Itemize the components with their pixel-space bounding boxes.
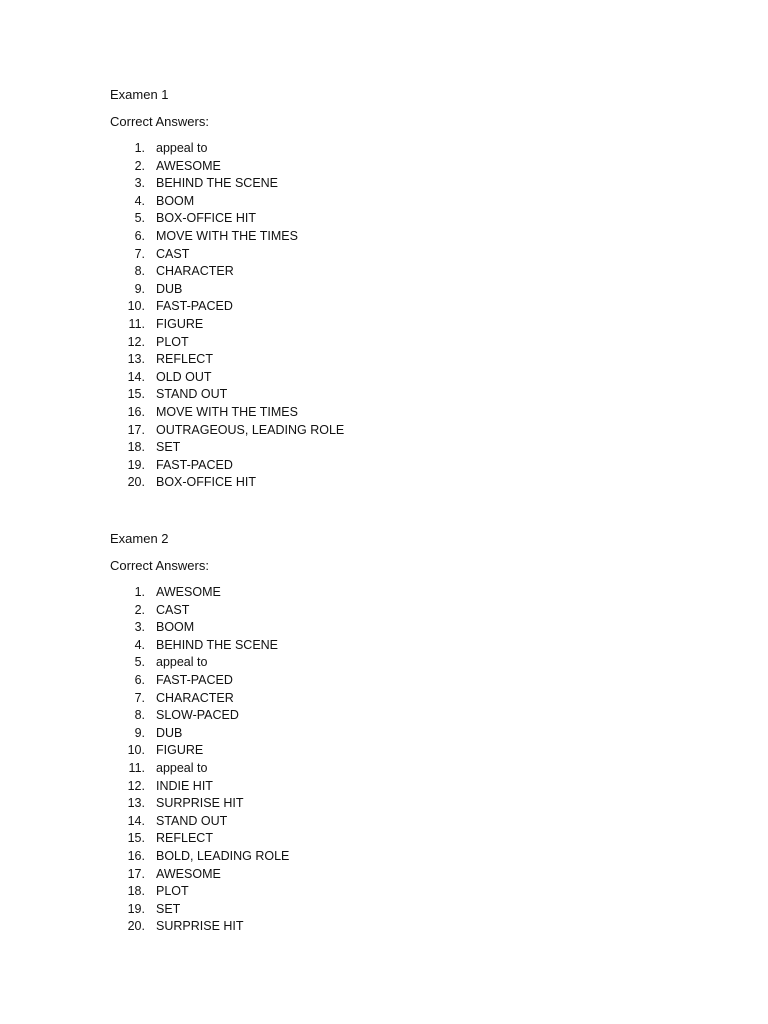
list-item-text: appeal to [156,141,208,155]
list-item-text: STAND OUT [156,387,228,402]
correct-answers-label: Correct Answers: [110,558,209,573]
list-item-text: BOOM [156,620,195,635]
list-item-number: 8. [134,708,145,723]
list-item [110,830,670,848]
list-item-number: 19. [127,457,145,472]
list-item-number: 15. [127,387,145,402]
list-item-text: PLOT [156,884,189,899]
list-item-text: SLOW-PACED [156,708,239,723]
list-item [110,901,670,919]
list-item-text: BOLD, LEADING ROLE [156,848,290,863]
list-item-text: FIGURE [156,743,204,758]
list-item [110,602,670,620]
list-item-number: 2. [134,158,145,173]
list-item [110,584,670,602]
list-item-text: STAND OUT [156,813,228,828]
list-item-text: DUB [156,281,183,296]
list-item [110,351,670,369]
list-item-text: FAST-PACED [156,457,233,472]
exam-title: Examen 1 [110,87,169,102]
list-item [110,193,670,211]
list-item-text: AWESOME [156,585,221,599]
list-item [110,175,670,193]
list-item [110,795,670,813]
list-item-text: CAST [156,246,190,261]
list-item-number: 19. [127,901,145,916]
list-item [110,422,670,440]
list-item [110,778,670,796]
list-item-text: SURPRISE HIT [156,796,244,811]
list-item-number: 12. [127,778,145,793]
list-item-text: FAST-PACED [156,299,233,314]
list-item [110,474,670,492]
list-item-number: 10. [127,743,145,758]
list-item-text: OLD OUT [156,369,212,384]
list-item-number: 9. [134,281,145,296]
list-item [110,918,670,936]
list-item-text: REFLECT [156,831,213,846]
list-item-text: SET [156,440,181,455]
list-item [110,883,670,901]
correct-answers-label: Correct Answers: [110,114,209,129]
list-item-number: 10. [127,299,145,314]
list-item-number: 1. [134,141,145,155]
list-item-number: 16. [127,848,145,863]
list-item-number: 7. [134,690,145,705]
list-item-text: CAST [156,602,190,617]
list-item-number: 14. [127,369,145,384]
list-item-number: 8. [134,264,145,279]
list-item-number: 15. [127,831,145,846]
list-item [110,690,670,708]
list-item [110,848,670,866]
list-item-text: AWESOME [156,158,221,173]
list-item-number: 4. [134,193,145,208]
list-item-text: OUTRAGEOUS, LEADING ROLE [156,422,345,437]
list-item [110,263,670,281]
list-item [110,707,670,725]
list-item [110,813,670,831]
list-item-number: 17. [127,422,145,437]
list-item-number: 5. [134,211,145,226]
list-item-text: appeal to [156,760,208,775]
list-item [110,140,670,158]
exam-title: Examen 2 [110,531,169,546]
list-item [110,725,670,743]
list-item [110,742,670,760]
list-item-number: 6. [134,228,145,243]
list-item [110,228,670,246]
list-item-text: PLOT [156,334,189,349]
list-item [110,281,670,299]
list-item-number: 7. [134,246,145,261]
list-item-number: 16. [127,404,145,419]
list-item-number: 18. [127,884,145,899]
list-item-number: 17. [127,866,145,881]
list-item [110,158,670,176]
list-item [110,760,670,778]
answer-list [110,584,670,936]
list-item-text: BEHIND THE SCENE [156,637,279,652]
list-item-text: INDIE HIT [156,778,213,793]
list-item [110,654,670,672]
list-item [110,246,670,264]
list-item-number: 12. [127,334,145,349]
list-item-number: 9. [134,725,145,740]
list-item-text: FIGURE [156,316,204,331]
list-item [110,386,670,404]
list-item-number: 20. [127,919,145,934]
list-item [110,210,670,228]
list-item [110,369,670,387]
list-item-number: 11. [128,760,145,775]
list-item-text: BEHIND THE SCENE [156,176,279,191]
list-item [110,404,670,422]
list-item-text: SET [156,901,181,916]
list-item-number: 13. [127,796,145,811]
list-item [110,672,670,690]
list-item-text: DUB [156,725,183,740]
list-item-number: 14. [127,813,145,828]
list-item [110,457,670,475]
list-item [110,316,670,334]
list-item-text: BOOM [156,193,195,208]
exam-section-1 [110,86,670,492]
list-item [110,439,670,457]
list-item-number: 1. [134,585,145,599]
list-item-text: REFLECT [156,352,213,367]
list-item-text: BOX-OFFICE HIT [156,475,256,490]
list-item-text: MOVE WITH THE TIMES [156,404,298,419]
list-item [110,298,670,316]
list-item-text: AWESOME [156,866,221,881]
list-item-text: appeal to [156,655,208,670]
list-item-text: CHARACTER [156,690,234,705]
list-item-number: 11. [128,316,145,331]
list-item-number: 13. [127,352,145,367]
list-item [110,866,670,884]
list-item-number: 3. [134,620,145,635]
list-item-number: 4. [134,637,145,652]
list-item [110,334,670,352]
list-item [110,637,670,655]
list-item-number: 3. [134,176,145,191]
list-item-text: CHARACTER [156,264,234,279]
list-item [110,619,670,637]
exam-section-2 [110,530,670,936]
list-item-number: 6. [134,672,145,687]
list-item-text: MOVE WITH THE TIMES [156,228,298,243]
list-item-number: 5. [134,655,145,670]
list-item-text: BOX-OFFICE HIT [156,211,256,226]
list-item-number: 20. [127,475,145,490]
list-item-text: SURPRISE HIT [156,919,244,934]
list-item-text: FAST-PACED [156,672,233,687]
answer-list [110,140,670,492]
list-item-number: 18. [127,440,145,455]
list-item-number: 2. [134,602,145,617]
